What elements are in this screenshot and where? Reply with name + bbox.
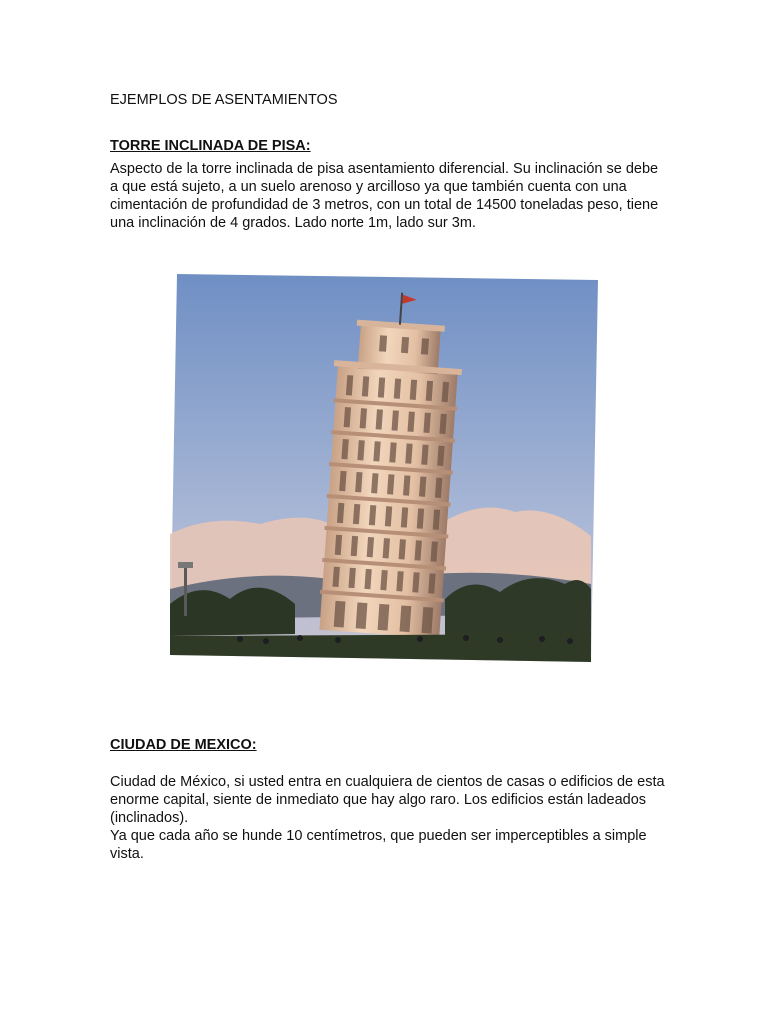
paragraph-mexico-2: Ya que cada año se hunde 10 centímetros, que pueden ser imperceptibles a simple vista. [110,828,647,862]
leaning-tower-photo [170,274,598,664]
paragraph-pisa: Aspecto de la torre inclinada de pisa asentamiento diferencial. Su inclinación se debe a que está sujeto, a un suelo arenoso y arcilloso ya que también cuenta con una cimentación de profundidad de 3 metros, con un total de 14500 toneladas peso, tiene una inclinación de 4 grados. Lado norte 1m, lado sur 3m. [110,161,659,231]
section-heading-pisa: TORRE INCLINADA DE PISA: [110,138,311,154]
paragraph-mexico-1: Ciudad de México, si usted entra en cualquiera de cientos de casas o edificios de esta enorme capital, siente de inmediato que hay algo raro. Los edificios están ladeados (inclinados). [110,774,665,826]
document-title: EJEMPLOS DE ASENTAMIENTOS [110,92,338,108]
section-heading-mexico: CIUDAD DE MEXICO: [110,737,257,753]
